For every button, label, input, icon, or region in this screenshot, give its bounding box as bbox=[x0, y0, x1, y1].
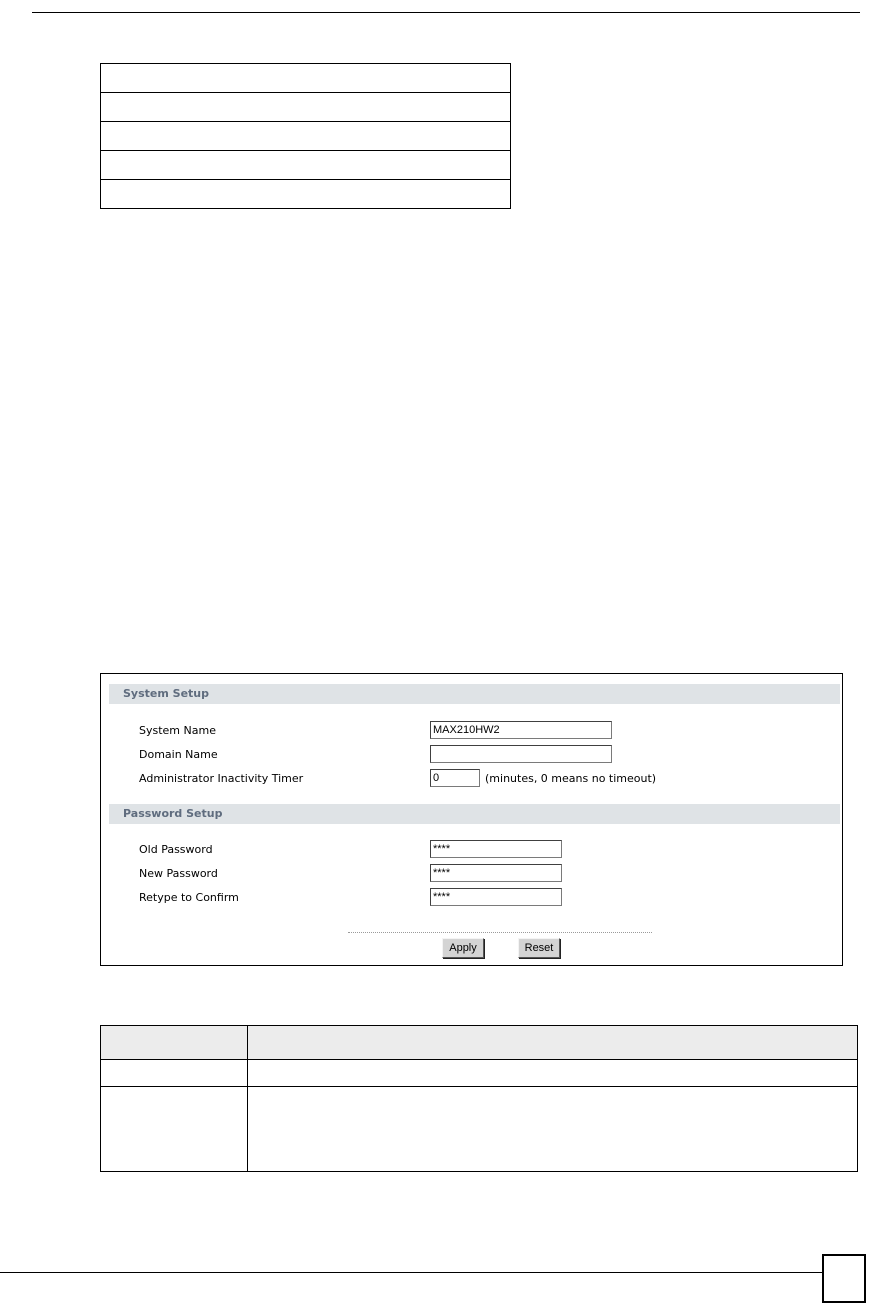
inactivity-timer-hint: (minutes, 0 means no timeout) bbox=[485, 772, 657, 785]
system-name-label: System Name bbox=[139, 724, 216, 737]
retype-password-input[interactable] bbox=[430, 888, 562, 906]
new-password-input[interactable] bbox=[430, 864, 562, 882]
table-row bbox=[101, 122, 511, 151]
table-row bbox=[101, 151, 511, 180]
summary-table bbox=[100, 63, 511, 209]
new-password-label: New Password bbox=[139, 867, 218, 880]
table-row bbox=[101, 64, 511, 93]
description-table bbox=[100, 1025, 858, 1172]
system-settings-panel bbox=[100, 673, 843, 966]
table-row bbox=[101, 1060, 858, 1087]
table-row bbox=[101, 180, 511, 209]
table-row bbox=[101, 93, 511, 122]
button-divider bbox=[348, 932, 652, 933]
old-password-label: Old Password bbox=[139, 843, 213, 856]
domain-name-label: Domain Name bbox=[139, 748, 218, 761]
apply-button[interactable]: Apply bbox=[442, 938, 484, 958]
inactivity-timer-input[interactable] bbox=[430, 769, 480, 787]
footer-rule bbox=[0, 1272, 822, 1273]
reset-button[interactable]: Reset bbox=[518, 938, 560, 958]
retype-password-label: Retype to Confirm bbox=[139, 891, 239, 904]
old-password-input[interactable] bbox=[430, 840, 562, 858]
password-setup-header: Password Setup bbox=[109, 804, 840, 824]
inactivity-timer-label: Administrator Inactivity Timer bbox=[139, 772, 304, 785]
page-number-box bbox=[822, 1254, 866, 1303]
table-row bbox=[101, 1087, 858, 1172]
header-rule bbox=[32, 12, 860, 13]
domain-name-input[interactable] bbox=[430, 745, 612, 763]
system-setup-header: System Setup bbox=[109, 684, 840, 704]
system-name-input[interactable] bbox=[430, 721, 612, 739]
table-header-row bbox=[101, 1026, 858, 1060]
